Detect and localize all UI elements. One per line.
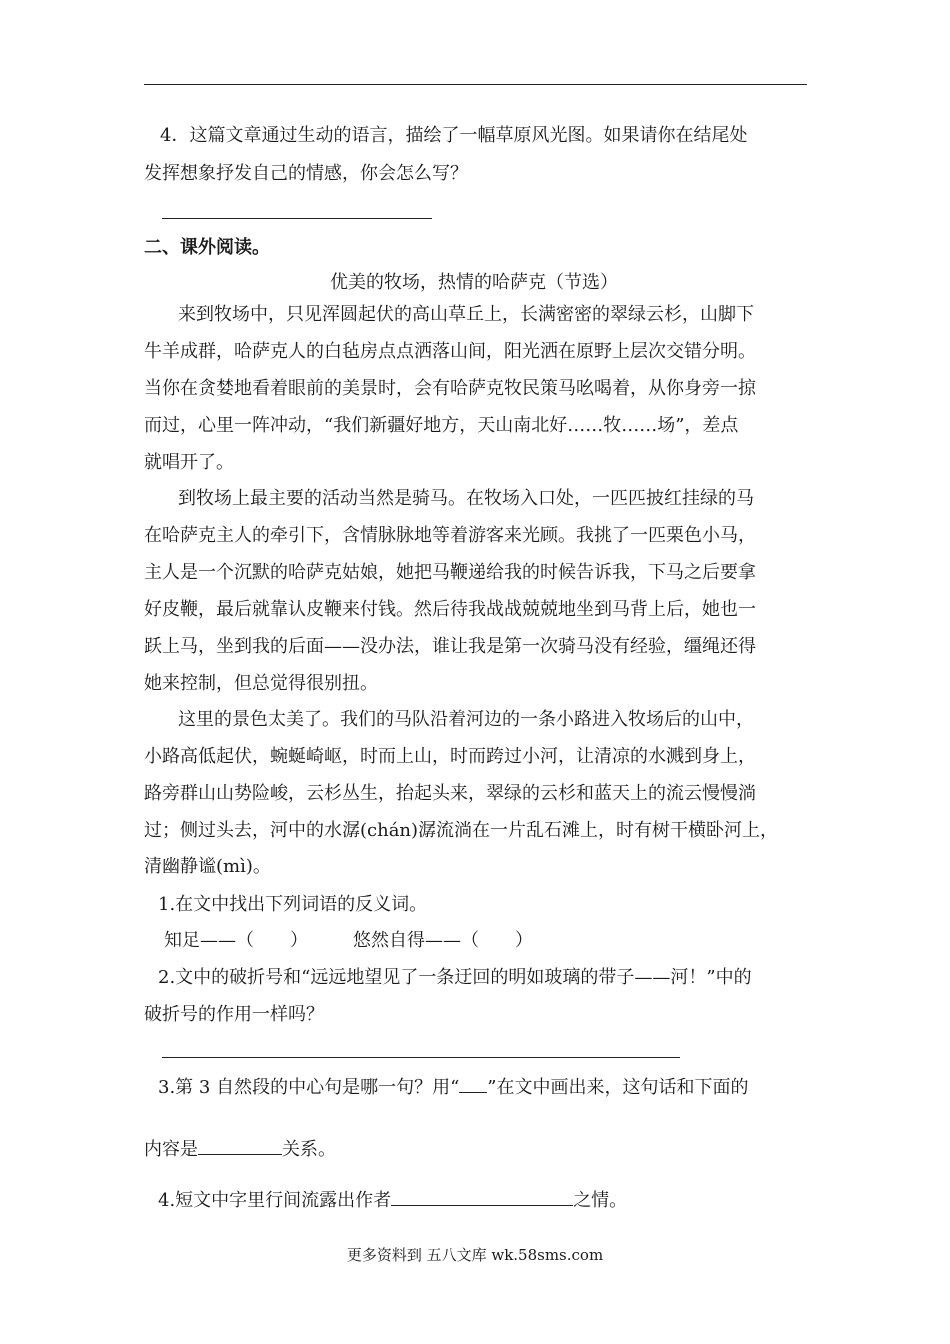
question-2-line1: 2.文中的破折号和“远远地望见了一条迂回的明如玻璃的带子——河！”中的: [158, 967, 752, 988]
question-1-item-2: 悠然自得——（ ）: [353, 930, 533, 951]
question-1-item-1: 知足——（ ）: [164, 930, 308, 951]
section2-title: 二、课外阅读。: [144, 237, 270, 258]
p3-line4: 过；侧过头去，河中的水潺(chán)潺流淌在一片乱石滩上，时有树干横卧河上，: [144, 820, 779, 841]
p1-line1: 来到牧场中，只见浑圆起伏的高山草丘上，长满密密的翠绿云杉，山脚下: [178, 304, 754, 325]
answer-blank-q4: [391, 1187, 573, 1206]
prev-question-4-line1: 4．这篇文章通过生动的语言，描绘了一幅草原风光图。如果请你在结尾处: [160, 125, 748, 146]
question-3-text-a: 3.第 3 自然段的中心句是哪一句？用“: [158, 1077, 460, 1098]
p2-line3: 主人是一个沉默的哈萨克姑娘，她把马鞭递给我的时候告诉我，下马之后要拿: [144, 562, 756, 583]
question-4-text-a: 4.短文中字里行间流露出作者: [158, 1190, 392, 1211]
underline-sample: [459, 1074, 487, 1093]
p3-line3: 路旁群山山势险峻，云杉丛生，抬起头来，翠绿的云杉和蓝天上的流云慢慢淌: [144, 783, 756, 804]
answer-line-q2: [162, 1057, 680, 1058]
p2-line5: 跃上马，坐到我的后面——没办法，谁让我是第一次骑马没有经验，缰绳还得: [144, 636, 756, 657]
p3-line5: 清幽静谧(mì)。: [144, 856, 271, 877]
p1-line3: 当你在贪婪地看着眼前的美景时，会有哈萨克牧民策马吆喝着，从你身旁一掠: [144, 378, 756, 399]
p1-line5: 就唱开了。: [144, 452, 234, 473]
p2-line6: 她来控制，但总觉得很别扭。: [144, 673, 378, 694]
question-2-line2: 破折号的作用一样吗？: [144, 1004, 324, 1025]
answer-blank-q3: [198, 1136, 282, 1155]
answer-line-q4: [162, 218, 432, 219]
p2-line2: 在哈萨克主人的牵引下，含情脉脉地等着游客来光顾。我挑了一匹栗色小马，: [144, 525, 756, 546]
prev-question-4-line2: 发挥想象抒发自己的情感，你会怎么写？: [144, 163, 468, 184]
question-3-text-b: ”在文中画出来，这句话和下面的: [487, 1077, 749, 1098]
question-3-text-d: 关系。: [282, 1139, 336, 1160]
p1-line2: 牛羊成群，哈萨克人的白毡房点点洒落山间，阳光洒在原野上层次交错分明。: [144, 341, 756, 362]
question-3-text-c: 内容是: [144, 1139, 198, 1160]
question-1: 1.在文中找出下列词语的反义词。: [158, 894, 428, 915]
p2-line4: 好皮鞭，最后就靠认皮鞭来付钱。然后待我战战兢兢地坐到马背上后，她也一: [144, 599, 756, 620]
p2-line1: 到牧场上最主要的活动当然是骑马。在牧场入口处，一匹匹披红挂绿的马: [178, 488, 754, 509]
page-footer: 更多资料到 五八文库 wk.58sms.com: [346, 1246, 604, 1264]
p3-line1: 这里的景色太美了。我们的马队沿着河边的一条小路进入牧场后的山中，: [178, 709, 754, 730]
question-4-text-b: 之情。: [573, 1190, 628, 1211]
p3-line2: 小路高低起伏，蜿蜒崎岖，时而上山，时而跨过小河，让清凉的水溅到身上，: [144, 746, 756, 767]
header-rule: [144, 84, 807, 85]
question-3-line1: [158, 1074, 828, 1100]
question-3-line2: [144, 1136, 814, 1162]
p1-line4: 而过，心里一阵冲动，“我们新疆好地方，天山南北好……牧……场”，差点: [144, 415, 739, 436]
question-4: [158, 1187, 828, 1213]
passage-title: 优美的牧场，热情的哈萨克（节选）: [330, 272, 618, 293]
